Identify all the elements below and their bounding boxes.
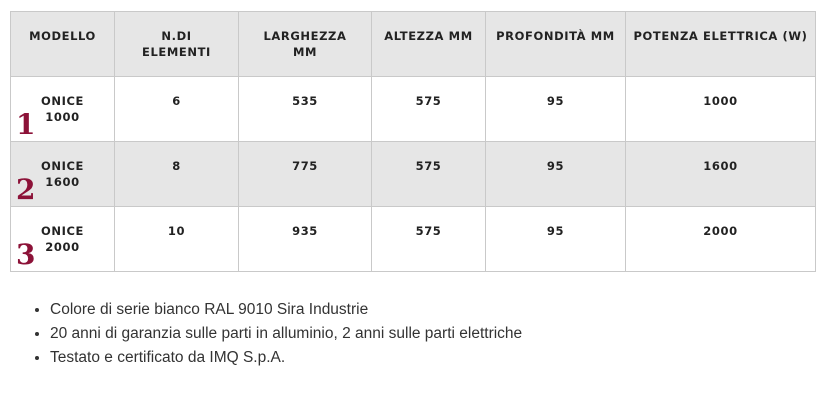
cell-power: 1000 xyxy=(626,77,816,142)
cell-height: 575 xyxy=(372,142,486,207)
header-potenza: POTENZA ELETTRICA (W) xyxy=(626,12,816,77)
model-name-line1: ONICE xyxy=(41,94,84,108)
model-cell xyxy=(11,77,115,142)
model-name-line1: ONICE xyxy=(41,224,84,238)
row-number: 1 xyxy=(16,108,36,141)
table-row xyxy=(11,142,816,207)
cell-depth: 95 xyxy=(486,142,626,207)
cell-width: 775 xyxy=(239,142,372,207)
cell-elements: 10 xyxy=(115,207,239,272)
table-header-row xyxy=(11,12,816,77)
header-altezza: ALTEZZA MM xyxy=(372,12,486,77)
model-name-line1: ONICE xyxy=(41,159,84,173)
header-larghezza: LARGHEZZA MM xyxy=(239,12,372,77)
row-number: 2 xyxy=(16,173,36,206)
table-row xyxy=(11,77,816,142)
cell-depth: 95 xyxy=(486,207,626,272)
model-name-line2: 1600 xyxy=(45,175,80,189)
cell-width: 935 xyxy=(239,207,372,272)
list-item: • Colore di serie bianco RAL 9010 Sira Industrie xyxy=(50,298,522,322)
cell-power: 1600 xyxy=(626,142,816,207)
features-list xyxy=(28,298,522,370)
spec-table xyxy=(10,11,816,272)
cell-height: 575 xyxy=(372,207,486,272)
cell-elements: 8 xyxy=(115,142,239,207)
header-n-di-elementi: N.DI ELEMENTI xyxy=(115,12,239,77)
cell-depth: 95 xyxy=(486,77,626,142)
table-row xyxy=(11,207,816,272)
cell-height: 575 xyxy=(372,77,486,142)
list-item: • Testato e certificato da IMQ S.p.A. xyxy=(50,346,522,370)
row-number: 3 xyxy=(16,238,36,271)
model-name-line2: 1000 xyxy=(45,110,80,124)
model-cell xyxy=(11,207,115,272)
cell-power: 2000 xyxy=(626,207,816,272)
cell-elements: 6 xyxy=(115,77,239,142)
header-profondita: PROFONDITÀ MM xyxy=(486,12,626,77)
model-cell xyxy=(11,142,115,207)
model-name-line2: 2000 xyxy=(45,240,80,254)
cell-width: 535 xyxy=(239,77,372,142)
header-modello: MODELLO xyxy=(11,12,115,77)
list-item: • 20 anni di garanzia sulle parti in alluminio, 2 anni sulle parti elettriche xyxy=(50,322,522,346)
